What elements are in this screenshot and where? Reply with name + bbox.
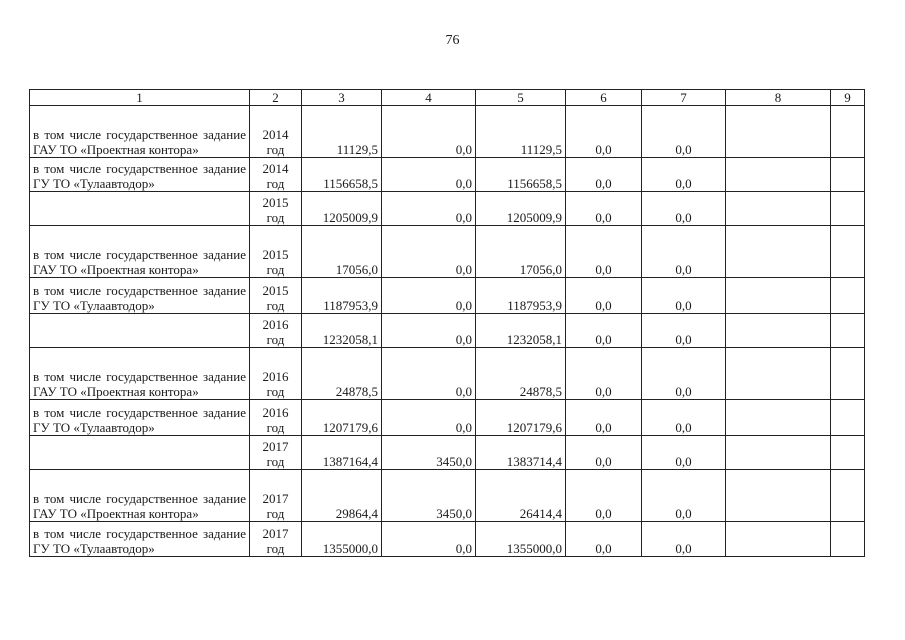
value-col-6: 0,0 [566, 470, 642, 522]
value-col-4: 0,0 [382, 278, 476, 314]
value-col-9 [831, 158, 865, 192]
value-col-6: 0,0 [566, 192, 642, 226]
row-description: в том числе государственное задание ГУ ТО «Тулаавтодор» [30, 158, 250, 192]
value-col-9 [831, 470, 865, 522]
value-col-7: 0,0 [642, 436, 726, 470]
row-description: в том числе государственное задание ГАУ ТО «Проектная контора» [30, 348, 250, 400]
value-col-7: 0,0 [642, 158, 726, 192]
table-row [30, 158, 865, 192]
value-col-3: 1355000,0 [302, 522, 382, 557]
table-row [30, 348, 865, 400]
value-col-4: 0,0 [382, 192, 476, 226]
value-col-4: 3450,0 [382, 436, 476, 470]
header-cell: 5 [476, 90, 566, 106]
header-cell: 6 [566, 90, 642, 106]
header-cell: 2 [250, 90, 302, 106]
value-col-5: 1156658,5 [476, 158, 566, 192]
value-col-8 [726, 400, 831, 436]
value-col-8 [726, 278, 831, 314]
value-col-3: 11129,5 [302, 106, 382, 158]
value-col-7: 0,0 [642, 192, 726, 226]
value-col-7: 0,0 [642, 314, 726, 348]
value-col-4: 0,0 [382, 314, 476, 348]
value-col-6: 0,0 [566, 314, 642, 348]
value-col-3: 17056,0 [302, 226, 382, 278]
table-row [30, 192, 865, 226]
value-col-5: 24878,5 [476, 348, 566, 400]
value-col-9 [831, 192, 865, 226]
value-col-9 [831, 278, 865, 314]
value-col-5: 1355000,0 [476, 522, 566, 557]
row-description: в том числе государственное задание ГУ ТО «Тулаавтодор» [30, 278, 250, 314]
value-col-6: 0,0 [566, 278, 642, 314]
budget-table [29, 89, 865, 557]
row-description: в том числе государственное задание ГАУ ТО «Проектная контора» [30, 106, 250, 158]
table-row [30, 522, 865, 557]
value-col-7: 0,0 [642, 348, 726, 400]
table-row [30, 314, 865, 348]
row-year: 2015 год [250, 226, 302, 278]
value-col-7: 0,0 [642, 106, 726, 158]
header-cell: 4 [382, 90, 476, 106]
table-row [30, 470, 865, 522]
value-col-5: 1383714,4 [476, 436, 566, 470]
value-col-6: 0,0 [566, 348, 642, 400]
header-row [30, 90, 865, 106]
value-col-8 [726, 226, 831, 278]
value-col-3: 1207179,6 [302, 400, 382, 436]
value-col-5: 1232058,1 [476, 314, 566, 348]
header-cell: 8 [726, 90, 831, 106]
value-col-3: 1387164,4 [302, 436, 382, 470]
table-body [30, 106, 865, 557]
value-col-7: 0,0 [642, 278, 726, 314]
header-cell: 9 [831, 90, 865, 106]
row-year: 2014 год [250, 106, 302, 158]
row-year: 2016 год [250, 400, 302, 436]
header-cell: 3 [302, 90, 382, 106]
row-year: 2016 год [250, 348, 302, 400]
value-col-5: 1207179,6 [476, 400, 566, 436]
value-col-6: 0,0 [566, 400, 642, 436]
table-row [30, 226, 865, 278]
value-col-8 [726, 192, 831, 226]
row-year: 2017 год [250, 436, 302, 470]
row-year: 2014 год [250, 158, 302, 192]
row-year: 2017 год [250, 522, 302, 557]
header-cell: 7 [642, 90, 726, 106]
header-cell: 1 [30, 90, 250, 106]
table-row [30, 278, 865, 314]
value-col-3: 1156658,5 [302, 158, 382, 192]
value-col-5: 26414,4 [476, 470, 566, 522]
value-col-6: 0,0 [566, 106, 642, 158]
value-col-4: 0,0 [382, 522, 476, 557]
value-col-6: 0,0 [566, 522, 642, 557]
table-row [30, 106, 865, 158]
table-row [30, 436, 865, 470]
row-description [30, 314, 250, 348]
value-col-8 [726, 348, 831, 400]
value-col-3: 1187953,9 [302, 278, 382, 314]
row-year: 2015 год [250, 192, 302, 226]
value-col-4: 0,0 [382, 158, 476, 192]
value-col-9 [831, 400, 865, 436]
value-col-9 [831, 348, 865, 400]
value-col-4: 0,0 [382, 106, 476, 158]
row-description: в том числе государственное задание ГАУ ТО «Проектная контора» [30, 470, 250, 522]
page-number: 76 [445, 33, 460, 48]
row-description [30, 436, 250, 470]
row-description: в том числе государственное задание ГУ ТО «Тулаавтодор» [30, 522, 250, 557]
value-col-9 [831, 314, 865, 348]
value-col-8 [726, 470, 831, 522]
value-col-9 [831, 106, 865, 158]
value-col-6: 0,0 [566, 226, 642, 278]
value-col-4: 0,0 [382, 400, 476, 436]
table-row [30, 400, 865, 436]
value-col-9 [831, 226, 865, 278]
value-col-7: 0,0 [642, 400, 726, 436]
row-year: 2017 год [250, 470, 302, 522]
value-col-8 [726, 106, 831, 158]
row-description: в том числе государственное задание ГАУ ТО «Проектная контора» [30, 226, 250, 278]
row-description: в том числе государственное задание ГУ ТО «Тулаавтодор» [30, 400, 250, 436]
value-col-5: 11129,5 [476, 106, 566, 158]
value-col-8 [726, 522, 831, 557]
value-col-9 [831, 522, 865, 557]
value-col-8 [726, 158, 831, 192]
value-col-3: 1232058,1 [302, 314, 382, 348]
value-col-6: 0,0 [566, 436, 642, 470]
value-col-8 [726, 314, 831, 348]
value-col-3: 24878,5 [302, 348, 382, 400]
value-col-5: 1205009,9 [476, 192, 566, 226]
value-col-7: 0,0 [642, 226, 726, 278]
value-col-3: 1205009,9 [302, 192, 382, 226]
row-year: 2015 год [250, 278, 302, 314]
row-year: 2016 год [250, 314, 302, 348]
value-col-9 [831, 436, 865, 470]
value-col-4: 0,0 [382, 348, 476, 400]
value-col-5: 17056,0 [476, 226, 566, 278]
value-col-7: 0,0 [642, 522, 726, 557]
row-description [30, 192, 250, 226]
value-col-7: 0,0 [642, 470, 726, 522]
value-col-4: 3450,0 [382, 470, 476, 522]
value-col-4: 0,0 [382, 226, 476, 278]
value-col-3: 29864,4 [302, 470, 382, 522]
value-col-6: 0,0 [566, 158, 642, 192]
value-col-8 [726, 436, 831, 470]
value-col-5: 1187953,9 [476, 278, 566, 314]
